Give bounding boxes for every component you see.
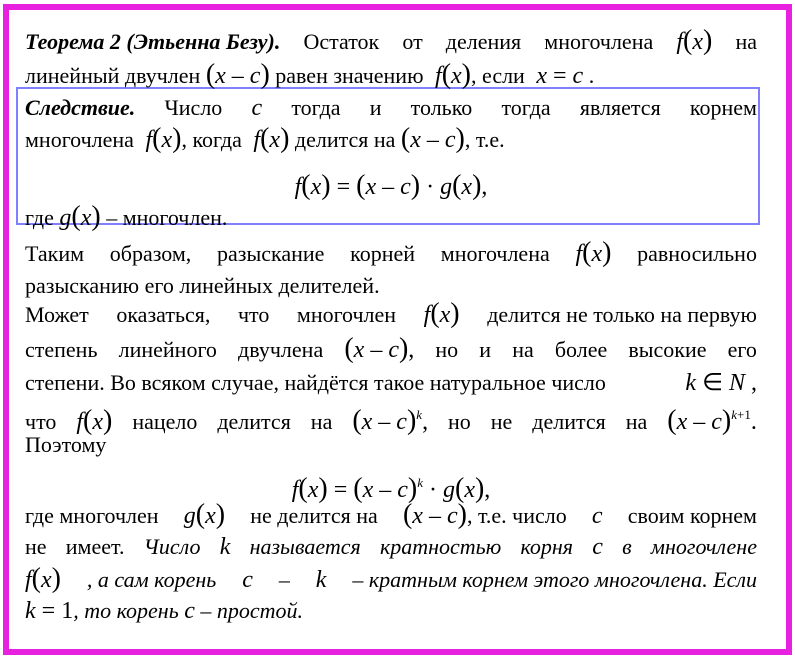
word: корнем — [689, 95, 757, 120]
body-line-1 — [25, 236, 757, 270]
word: на — [512, 337, 534, 362]
word: но — [435, 337, 459, 362]
text: – простой. — [200, 598, 304, 623]
text: – многочлен. — [106, 205, 228, 230]
corollary-line-1 — [25, 91, 757, 125]
math-f-x: f(x) — [76, 405, 113, 436]
body-line-7 — [25, 428, 757, 462]
math-c: c — [184, 598, 195, 624]
body-line-9 — [25, 530, 757, 564]
theorem-line-2: линейный двучлен (x – c) равен значению f(x), если x = c . — [25, 59, 595, 90]
math-power-k: (x – c)$^k$, — [352, 405, 429, 436]
word: многочлене — [650, 534, 757, 559]
word: линейного — [118, 337, 217, 362]
math-f-x: f(x) — [676, 25, 713, 56]
word: его — [727, 337, 757, 362]
body-line-4 — [25, 332, 757, 366]
word: более — [554, 337, 608, 362]
text: равен значению — [275, 63, 424, 88]
word: двучлена — [238, 337, 324, 362]
word: на — [310, 409, 333, 434]
word: только — [410, 95, 473, 120]
math-power-k-plus-1: (x – c)$^{k+1}$. — [667, 405, 757, 436]
word: что — [25, 409, 57, 434]
text: где многочлен — [25, 503, 159, 528]
text: делится не только на первую — [487, 302, 757, 327]
word: корней — [350, 241, 416, 266]
text: многочлена — [25, 127, 134, 152]
math-x-minus-c: (x – c), — [344, 333, 415, 364]
word: является — [579, 95, 661, 120]
text: , если — [471, 63, 525, 88]
theorem-line-1 — [25, 24, 757, 58]
word: Может — [25, 302, 89, 327]
formula-1 — [25, 169, 757, 203]
word: делится — [532, 409, 606, 434]
body-line-10 — [25, 562, 757, 596]
math-f-x: f(x) — [429, 59, 471, 90]
word: и — [479, 337, 492, 362]
math-g-x: g(x) — [59, 201, 101, 232]
math-formula: f(x) = (x – c)$^k$ · g(x), — [291, 473, 491, 504]
word: что — [237, 302, 270, 327]
math-k: k — [219, 534, 231, 560]
math-f-x: f(x) — [25, 563, 61, 594]
word: разыскание — [217, 241, 325, 266]
math-x-minus-c: (x – c) — [205, 59, 270, 90]
theorem-heading: Теорема 2 (Этьенна Безу). — [25, 29, 281, 54]
word: Число — [143, 534, 201, 559]
word: Остаток — [303, 29, 380, 54]
word: Число — [164, 95, 223, 120]
word: Таким — [25, 241, 85, 266]
text: , т.е. число — [466, 503, 567, 528]
word: образом, — [109, 241, 192, 266]
word: равносильно — [637, 241, 757, 266]
text: степени. Во всяком случае, найдётся такое натуральное число — [25, 370, 606, 395]
text: не делится на — [250, 503, 378, 528]
math-g-x: g(x) — [183, 499, 226, 530]
math-c: c — [591, 503, 603, 529]
math-k-in-N: k ∈ N , — [685, 370, 757, 396]
word: но — [448, 409, 471, 434]
word: оказаться, — [116, 302, 211, 327]
text: своим корнем — [627, 503, 757, 528]
word: тогда — [501, 95, 551, 120]
corollary-line-4 — [25, 200, 757, 234]
word: имеет. — [65, 534, 125, 559]
word: на — [735, 29, 757, 54]
text: , т.е. — [464, 127, 505, 152]
text: где — [25, 205, 54, 230]
word: нацело — [132, 409, 198, 434]
corollary-heading: Следствие. — [25, 95, 136, 120]
word: деления — [445, 29, 522, 54]
body-line-5 — [25, 366, 757, 400]
word: называется — [249, 534, 361, 559]
text: Поэтому — [25, 432, 107, 457]
math-c: c — [251, 95, 263, 121]
word: на — [625, 409, 648, 434]
text: разысканию его линейных делителей. — [25, 273, 380, 298]
formula-2 — [25, 466, 757, 504]
math-c: c — [242, 567, 253, 593]
math-f-x: f(x) — [139, 123, 182, 154]
math-x-eq-c: x = c — [530, 63, 584, 89]
text: , когда — [181, 127, 242, 152]
text: линейный двучлен — [25, 63, 201, 88]
text: – — [278, 567, 290, 592]
word: многочлена — [440, 241, 550, 266]
math-k-eq-1: k = 1 — [25, 598, 74, 624]
text: делится на — [294, 127, 396, 152]
word: делится — [217, 409, 291, 434]
math-f-x: f(x) — [423, 298, 460, 329]
text: , а сам корень — [86, 567, 217, 592]
math-f-x: f(x) — [575, 237, 612, 268]
body-line-6 — [25, 398, 757, 436]
word: тогда — [291, 95, 341, 120]
word: кратностью — [379, 534, 502, 559]
math-f-x: f(x) — [247, 123, 290, 154]
body-line-3 — [25, 297, 757, 331]
word: не — [490, 409, 513, 434]
word: степень — [25, 337, 98, 362]
word: многочлен — [296, 302, 397, 327]
math-formula: f(x) = (x – c) · g(x), — [294, 170, 488, 201]
corollary-line-2 — [25, 122, 757, 156]
word: многочлена — [544, 29, 654, 54]
math-x-minus-c: (x – c) — [402, 499, 467, 530]
text: – кратным корнем этого многочлена. Если — [352, 567, 757, 592]
body-line-11 — [25, 594, 757, 628]
math-k: k — [315, 567, 327, 593]
word: от — [402, 29, 423, 54]
word: и — [369, 95, 382, 120]
word: высокие — [628, 337, 707, 362]
text: , то корень — [73, 598, 179, 623]
word: корня — [520, 534, 574, 559]
body-line-8 — [25, 498, 757, 532]
word: в — [622, 534, 632, 559]
word: не — [25, 534, 47, 559]
math-x-minus-c: (x – c) — [400, 123, 465, 154]
math-c: c — [592, 534, 603, 560]
